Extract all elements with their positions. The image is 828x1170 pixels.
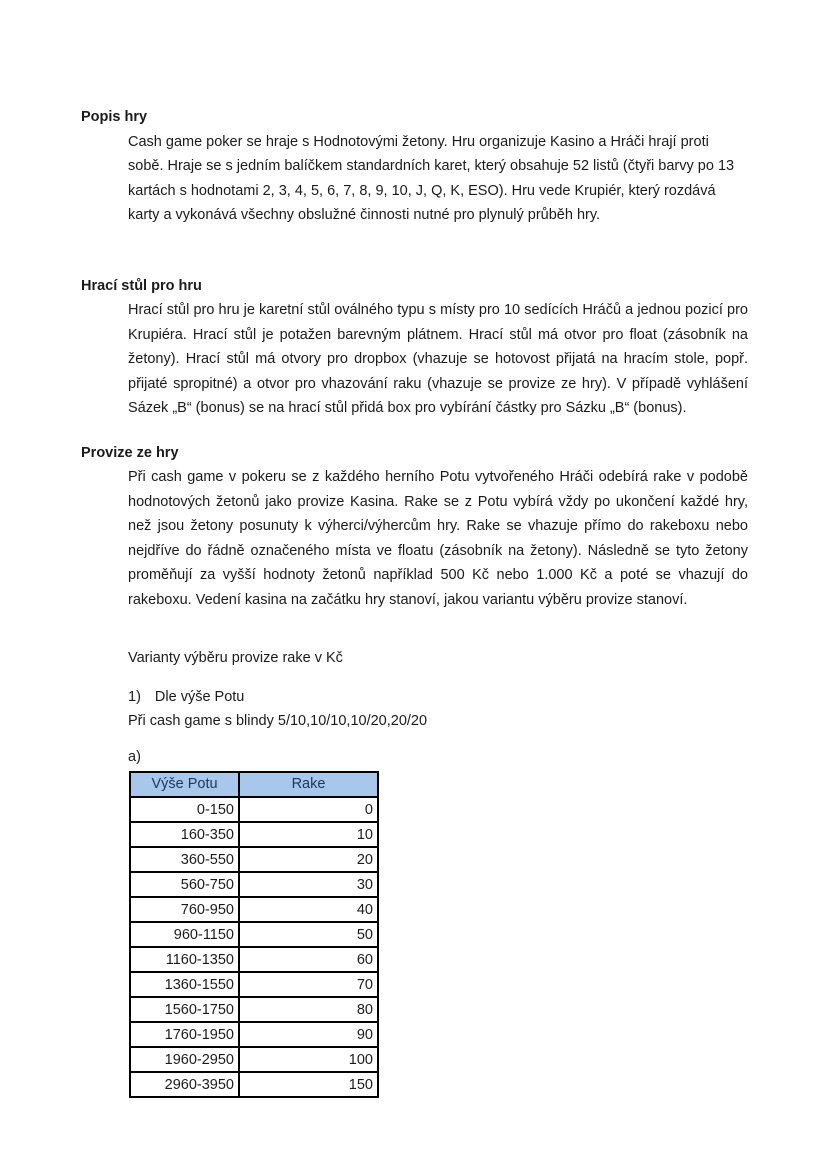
table-row bbox=[130, 872, 378, 897]
pot-range-cell: 1360-1550 bbox=[130, 972, 239, 997]
rake-value-cell: 50 bbox=[239, 922, 378, 947]
rake-table-header bbox=[130, 772, 378, 797]
rake-value-cell: 100 bbox=[239, 1047, 378, 1072]
table-row bbox=[130, 947, 378, 972]
table-label-a: a) bbox=[128, 748, 141, 765]
header-cell-rake: Rake bbox=[239, 772, 378, 797]
table-row bbox=[130, 997, 378, 1022]
table-row bbox=[130, 1072, 378, 1097]
section-heading: Hrací stůl pro hru bbox=[81, 277, 202, 294]
rake-value-cell: 150 bbox=[239, 1072, 378, 1097]
rake-value-cell: 40 bbox=[239, 897, 378, 922]
pot-range-cell: 1160-1350 bbox=[130, 947, 239, 972]
list-item-label: Dle výše Potu bbox=[154, 688, 245, 705]
rake-value-cell: 30 bbox=[239, 872, 378, 897]
rake-value-cell: 20 bbox=[239, 847, 378, 872]
table-row bbox=[130, 1047, 378, 1072]
pot-range-cell: 360-550 bbox=[130, 847, 239, 872]
list-item-1 bbox=[128, 685, 748, 710]
blinds-line: Při cash game s blindy 5/10,10/10,10/20,20/20 bbox=[128, 713, 428, 729]
rake-value-cell: 10 bbox=[239, 822, 378, 847]
list-item-number: 1) bbox=[128, 688, 141, 705]
header-row bbox=[130, 772, 378, 797]
table-row bbox=[130, 797, 378, 822]
rake-value-cell: 90 bbox=[239, 1022, 378, 1047]
variants-intro-line: Varianty výběru provize rake v Kč bbox=[128, 650, 343, 666]
section-paragraph: Hrací stůl pro hru je karetní stůl oválného typu s místy pro 10 sedících Hráčů a jednou pozicí pro Krupiéra. Hrací stůl je potažen barevným plátnem. Hrací stůl má otvor pro float (zásobník na žetony). Hrací stůl má otvory pro dropbox (vhazuje se hotovost přijatá na hracím stole, popř. přijaté spropitné) a otvor pro vhazování raku (vhazuje se provize ze hry). V případě vyhlášení Sázek „B“ (bonus) se na hrací stůl přidá box pro vybírání částky pro Sázku „B“ (bonus). bbox=[128, 302, 748, 416]
header-cell-pot: Výše Potu bbox=[130, 772, 239, 797]
table-row bbox=[130, 822, 378, 847]
pot-range-cell: 2960-3950 bbox=[130, 1072, 239, 1097]
table-row bbox=[130, 922, 378, 947]
section-paragraph: Cash game poker se hraje s Hodnotovými žetony. Hru organizuje Kasino a Hráči hrají proti sobě. Hraje se s jedním balíčkem standardních karet, který obsahuje 52 listů (čtyři barvy po 13 kartách s hodnotami 2, 3, 4, 5, 6, 7, 8, 9, 10, J, Q, K, ESO). Hru vede Krupiér, který rozdává karty a vykonává všechny obslužné činnosti nutné pro plynulý průběh hry. bbox=[128, 133, 735, 223]
pot-range-cell: 0-150 bbox=[130, 797, 239, 822]
table-row bbox=[130, 972, 378, 997]
rake-value-cell: 70 bbox=[239, 972, 378, 997]
pot-range-cell: 760-950 bbox=[130, 897, 239, 922]
section-hraci-stul bbox=[81, 274, 748, 421]
rake-table-body bbox=[130, 797, 378, 1097]
pot-range-cell: 1560-1750 bbox=[130, 997, 239, 1022]
rake-value-cell: 60 bbox=[239, 947, 378, 972]
section-popis-hry bbox=[81, 105, 748, 228]
rake-value-cell: 0 bbox=[239, 797, 378, 822]
pot-range-cell: 960-1150 bbox=[130, 922, 239, 947]
rake-value-cell: 80 bbox=[239, 997, 378, 1022]
rake-table bbox=[129, 771, 379, 1098]
section-paragraph: Při cash game v pokeru se z každého herního Potu vytvořeného Hráči odebírá rake v podobě hodnotových žetonů jako provize Kasina. Rake se z Potu vybírá vždy po ukončení každé hry, než jsou žetony posunuty k výherci/výhercům hry. Rake se vhazuje přímo do rakeboxu nebo nejdříve do řádně označeného místa ve floatu (zásobník na žetony). Následně se tyto žetony proměňují za vyšší hodnoty žetonů například 500 Kč nebo 1.000 Kč a poté se vhazují do rakeboxu. Vedení kasina na začátku hry stanoví, jakou variantu výběru provize stanoví. bbox=[128, 469, 748, 608]
pot-range-cell: 560-750 bbox=[130, 872, 239, 897]
table-row bbox=[130, 847, 378, 872]
section-provize bbox=[81, 441, 748, 613]
pot-range-cell: 1760-1950 bbox=[130, 1022, 239, 1047]
section-heading: Popis hry bbox=[81, 109, 148, 125]
section-heading: Provize ze hry bbox=[81, 444, 179, 461]
table-row bbox=[130, 1022, 378, 1047]
table-row bbox=[130, 897, 378, 922]
pot-range-cell: 1960-2950 bbox=[130, 1047, 239, 1072]
pot-range-cell: 160-350 bbox=[130, 822, 239, 847]
